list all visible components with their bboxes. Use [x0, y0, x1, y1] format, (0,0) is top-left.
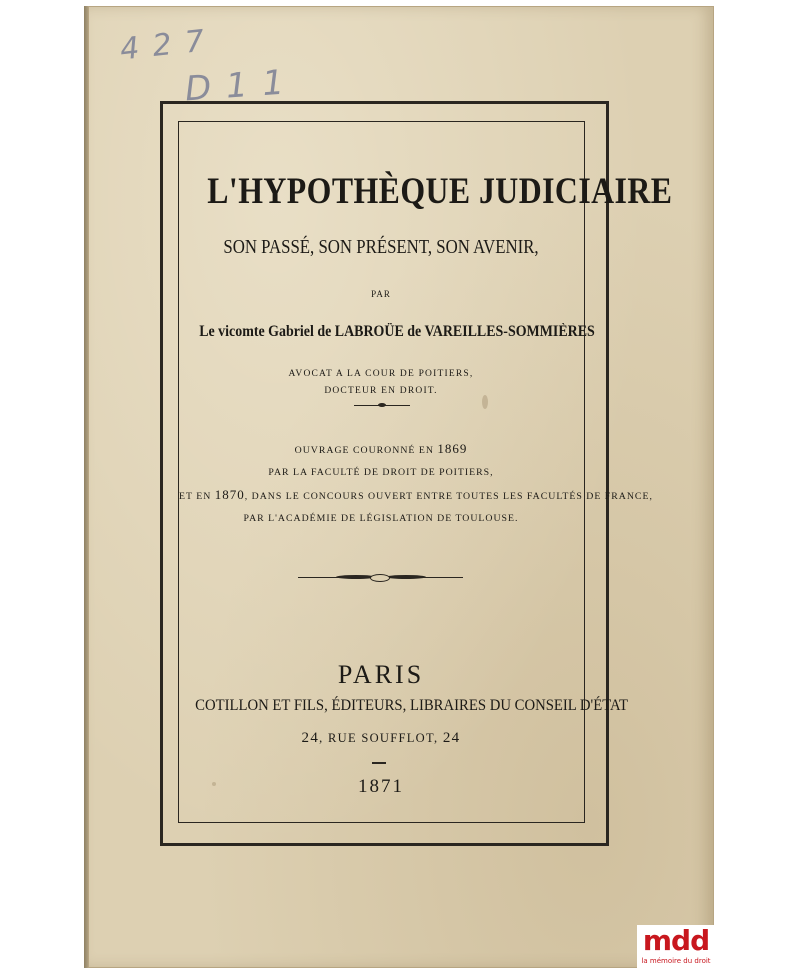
- award-line-2: PAR LA FACULTÉ DE DROIT DE POITIERS,: [268, 467, 494, 478]
- handwritten-note-1: 4 2 7: [118, 23, 208, 68]
- publisher: COTILLON ET FILS, ÉDITEURS, LIBRAIRES DU CONSEIL D'ÉTAT: [195, 697, 628, 714]
- author-name-2: VAREILLES-SOMMIÈRES: [424, 323, 595, 340]
- award-line-3: [179, 484, 653, 508]
- award-year-2: 1870: [214, 487, 245, 502]
- author: [199, 323, 595, 341]
- book-title: L'HYPOTHÈQUE JUDICIAIRE: [207, 171, 673, 212]
- ornament-swell-right: [386, 575, 426, 579]
- handwritten-note-2: D 1 1: [183, 62, 288, 110]
- author-middle: de: [403, 323, 425, 340]
- address-street: , RUE SOUFFLOT,: [319, 731, 443, 745]
- book-subtitle: SON PASSÉ, SON PRÉSENT, SON AVENIR,: [223, 236, 539, 258]
- logo-tagline: la mémoire du droit: [641, 957, 711, 965]
- publication-year: 1871: [358, 776, 404, 797]
- award-line-4: PAR L'ACADÉMIE DE LÉGISLATION DE TOULOUSE.: [243, 513, 519, 524]
- small-ornament-rule: [354, 405, 410, 406]
- by-line: PAR: [371, 289, 391, 299]
- award-text: [179, 438, 653, 530]
- award-year-1: 1869: [437, 441, 468, 456]
- address-number: 24: [442, 730, 461, 746]
- watermark-logo: [637, 925, 715, 969]
- publication-city: PARIS: [337, 660, 425, 689]
- ornament-divider: [298, 576, 463, 579]
- award-line-3-prefix: ET EN: [179, 491, 215, 502]
- author-credentials: [179, 366, 583, 400]
- award-line-3-text: , DANS LE CONCOURS OUVERT ENTRE TOUTES LES FACULTÉS DE FRANCE,: [244, 491, 653, 502]
- credential-line: DOCTEUR EN DROIT.: [324, 386, 438, 396]
- award-line-1-text: OUVRAGE COURONNÉ EN: [294, 445, 438, 456]
- credential-line: AVOCAT A LA COUR DE POITIERS,: [288, 369, 474, 379]
- award-line-1: [179, 438, 583, 462]
- author-prefix: Le vicomte Gabriel de: [199, 323, 335, 340]
- publisher-address: [179, 730, 583, 747]
- ornament-knot: [370, 574, 390, 582]
- author-name-1: LABROÜE: [334, 323, 404, 340]
- logo-mark: mdd: [642, 924, 710, 957]
- address-number: 24: [301, 730, 320, 746]
- short-dash: [372, 762, 386, 764]
